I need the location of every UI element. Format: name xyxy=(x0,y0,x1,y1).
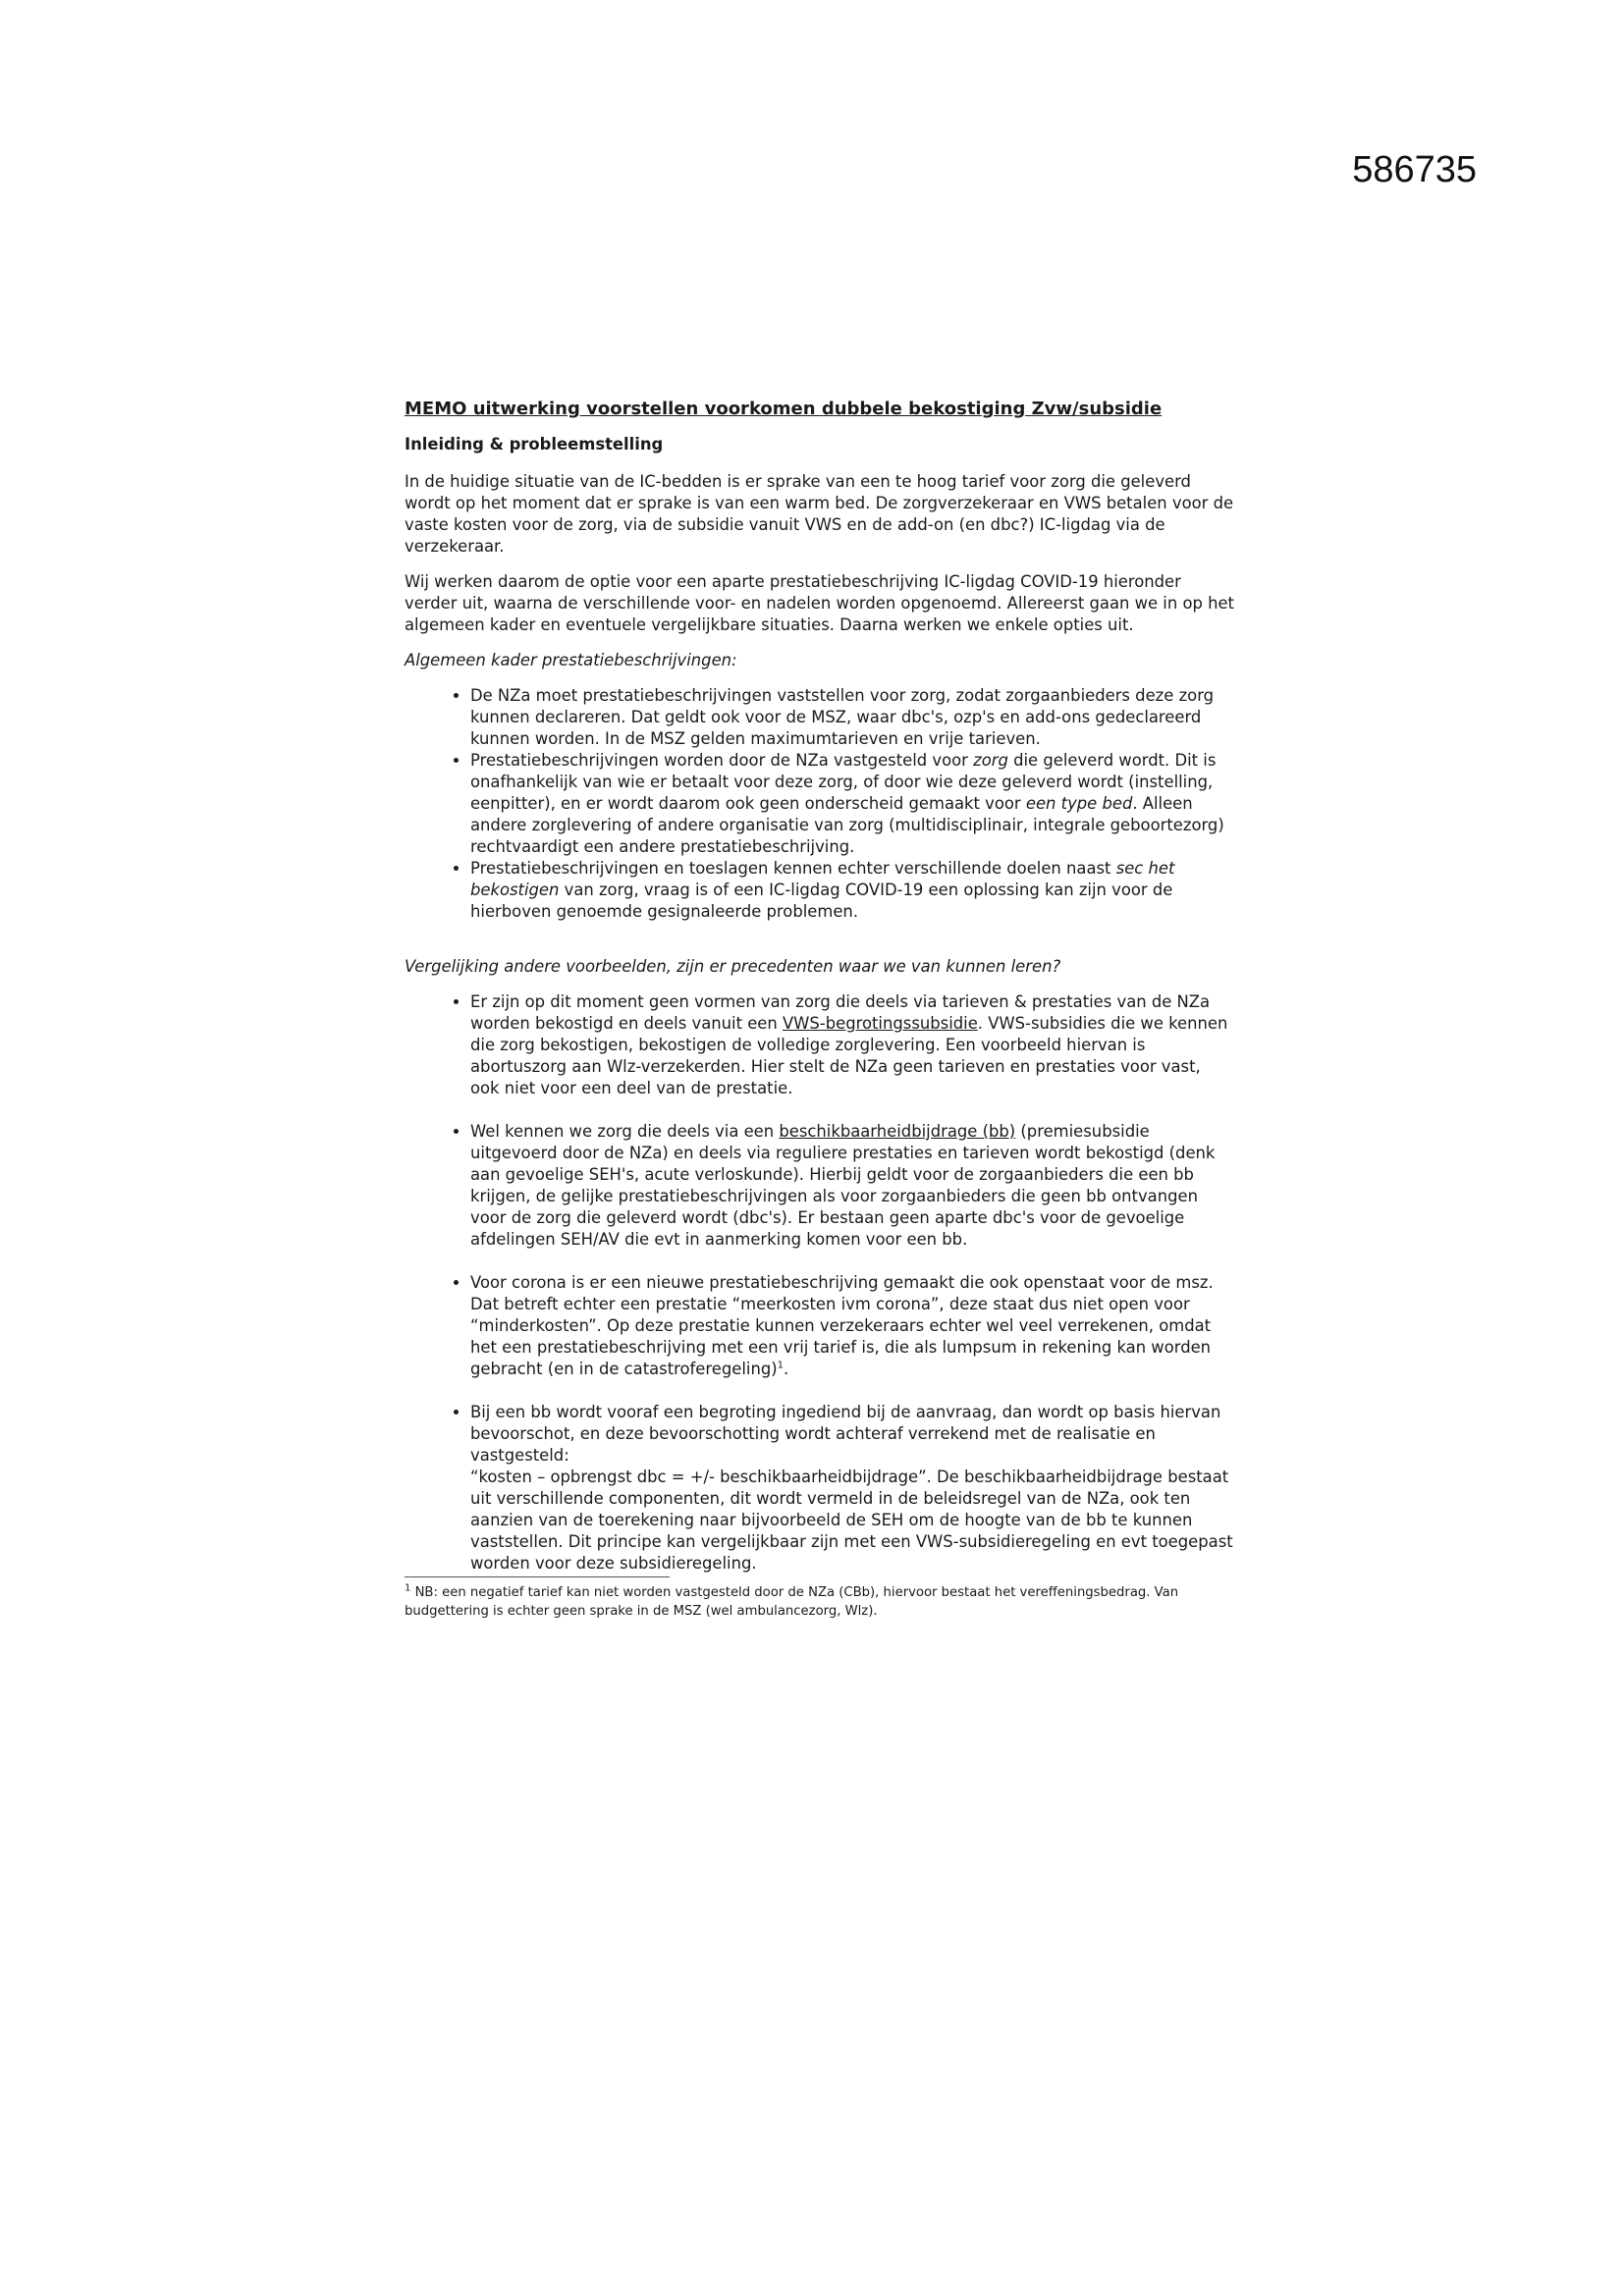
footnote-text: NB: een negatief tarief kan niet worden vastgesteld door de NZa (CBb), hiervoor bestaat het vereffeningsbedrag. Van budgettering is echter geen sprake in de MSZ (wel ambulancezorg, Wlz). xyxy=(405,1585,1179,1619)
kader-bullet-2 xyxy=(470,750,1234,858)
kader-bullet-3 xyxy=(470,858,1234,923)
kader-bullet-2-emph-zorg: zorg xyxy=(973,751,1008,770)
vergelijking-bullet-4 xyxy=(470,1402,1234,1575)
memo-body xyxy=(405,399,1234,1621)
kader-heading: Algemeen kader prestatiebeschrijvingen: xyxy=(405,651,737,669)
memo-title: MEMO uitwerking voorstellen voorkomen dubbele bekostiging Zvw/subsidie xyxy=(405,399,1163,419)
kader-list xyxy=(405,685,1234,923)
vergelijking-bullet-3-text: Voor corona is er een nieuwe prestatiebeschrijving gemaakt die ook openstaat voor de msz. Dat betreft echter een prestatie “meerkosten ivm corona”, deze staat dus niet open voor “minderkosten”. Op deze prestatie kunnen verzekeraars echter wel veel verrekenen, omdat het een prestatiebeschrijving met een vrij tarief is, die als lumpsum in rekening kan worden gebracht (en in de catastroferegeling) xyxy=(470,1273,1214,1378)
vergelijking-bullet-3-end: . xyxy=(784,1360,789,1378)
intro-paragraph-2: Wij werken daarom de optie voor een aparte prestatiebeschrijving IC-ligdag COVID-19 hieronder verder uit, waarna de verschillende voor- en nadelen worden opgenoemd. Allereerst gaan we in op het algemeen kader en eventuele vergelijkbare situaties. Daarna werken we enkele opties uit. xyxy=(405,572,1234,634)
vergelijking-heading: Vergelijking andere voorbeelden, zijn er precedenten waar we van kunnen leren? xyxy=(405,957,1061,976)
kader-bullet-2-text-a: Prestatiebeschrijvingen worden door de NZa vastgesteld voor xyxy=(470,751,974,770)
footnote xyxy=(405,1583,1234,1621)
intro-paragraph-1: In de huidige situatie van de IC-bedden is er sprake van een te hoog tarief voor zorg die geleverd wordt op het moment dat er sprake is van een warm bed. De zorgverzekeraar en VWS betalen voor de vaste kosten voor de zorg, via de subsidie vanuit VWS en de add-on (en dbc?) IC-ligdag via de verzekeraar. xyxy=(405,472,1234,556)
beschikbaarheidbijdrage-term: beschikbaarheidbijdrage (bb) xyxy=(779,1122,1016,1141)
kader-bullet-3-text-a: Prestatiebeschrijvingen en toeslagen kennen echter verschillende doelen naast xyxy=(470,859,1116,878)
footnote-marker: 1 xyxy=(405,1582,411,1594)
vergelijking-bullet-2 xyxy=(470,1121,1234,1251)
vergelijking-bullet-3 xyxy=(470,1272,1234,1380)
vergelijking-bullet-1-text-c: . VWS-subsidies die we kennen die zorg bekostigen, bekostigen de volledige zorglevering. Een voorbeeld hiervan is abortuszorg aan Wlz-verzekerden. Hier stelt de NZa geen tarieven en prestaties voor vast, ook niet voor een deel van de prestatie. xyxy=(470,1014,1228,1097)
vergelijking-bullet-2-text-c: (premiesubsidie uitgevoerd door de NZa) en deels via reguliere prestaties en tarieven wordt bekostigd (denk aan gevoelige SEH's, acute verloskunde). Hierbij geldt voor de zorgaanbieders die een bb krijgen, de gelijke prestatiebeschrijvingen als voor zorgaanbieders die geen bb ontvangen voor de zorg die geleverd wordt (dbc's). Er bestaan geen aparte dbc's voor de gevoelige afdelingen SEH/AV die evt in aanmerking komen voor een bb. xyxy=(470,1122,1216,1249)
vws-begrotingssubsidie-term: VWS-begrotingssubsidie xyxy=(782,1014,978,1033)
vergelijking-bullet-2-text-a: Wel kennen we zorg die deels via een xyxy=(470,1122,780,1141)
vergelijking-bullet-1-text-a: Er zijn op dit moment geen vormen van zorg die deels via tarieven & prestaties van de NZa worden bekostigd en deels vanuit een xyxy=(470,992,1211,1033)
vergelijking-bullet-4-text-a: Bij een bb wordt vooraf een begroting ingediend bij de aanvraag, dan wordt op basis hiervan bevoorschot, en deze bevoorschotting wordt achteraf verrekend met de realisatie en vastgesteld: xyxy=(470,1403,1221,1465)
kader-bullet-3-emph: sec het bekostigen xyxy=(470,859,1175,899)
document-number: 586735 xyxy=(1352,149,1477,190)
intro-heading: Inleiding & probleemstelling xyxy=(405,435,664,454)
footnote-reference: 1 xyxy=(777,1360,785,1371)
vergelijking-list xyxy=(405,991,1234,1575)
kader-bullet-1 xyxy=(470,685,1234,750)
kader-bullet-2-emph-type-bed: een type bed xyxy=(1025,794,1133,813)
footnote-separator xyxy=(405,1576,670,1577)
kader-bullet-1-text: De NZa moet prestatiebeschrijvingen vaststellen voor zorg, zodat zorgaanbieders deze zorg kunnen declareren. Dat geldt ook voor de MSZ, waar dbc's, ozp's en add-ons gedeclareerd kunnen worden. In de MSZ gelden maximumtarieven en vrije tarieven. xyxy=(470,686,1215,748)
kader-bullet-3-text-c: van zorg, vraag is of een IC-ligdag COVID-19 een oplossing kan zijn voor de hierboven genoemde gesignaleerde problemen. xyxy=(470,881,1173,921)
kader-bullet-2-text-e: . Alleen andere zorglevering of andere organisatie van zorg (multidisciplinair, integrale geboortezorg) rechtvaardigt een andere prestatiebeschrijving. xyxy=(470,794,1224,856)
kader-bullet-2-text-c: die geleverd wordt. Dit is onafhankelijk van wie er betaalt voor deze zorg, of door wie deze geleverd wordt (instelling, eenpitter), en er wordt daarom ook geen onderscheid gemaakt voor xyxy=(470,751,1217,813)
vergelijking-bullet-1 xyxy=(470,991,1234,1099)
vergelijking-bullet-4-text-b: “kosten – opbrengst dbc = +/- beschikbaarheidbijdrage”. De beschikbaarheidbijdrage bestaat uit verschillende componenten, dit wordt vermeld in de beleidsregel van de NZa, ook ten aanzien van de toerekening naar bijvoorbeeld de SEH om de hoogte van de bb te kunnen vaststellen. Dit principe kan vergelijkbaar zijn met een VWS-subsidieregeling en evt toegepast worden voor deze subsidieregeling. xyxy=(470,1468,1233,1573)
